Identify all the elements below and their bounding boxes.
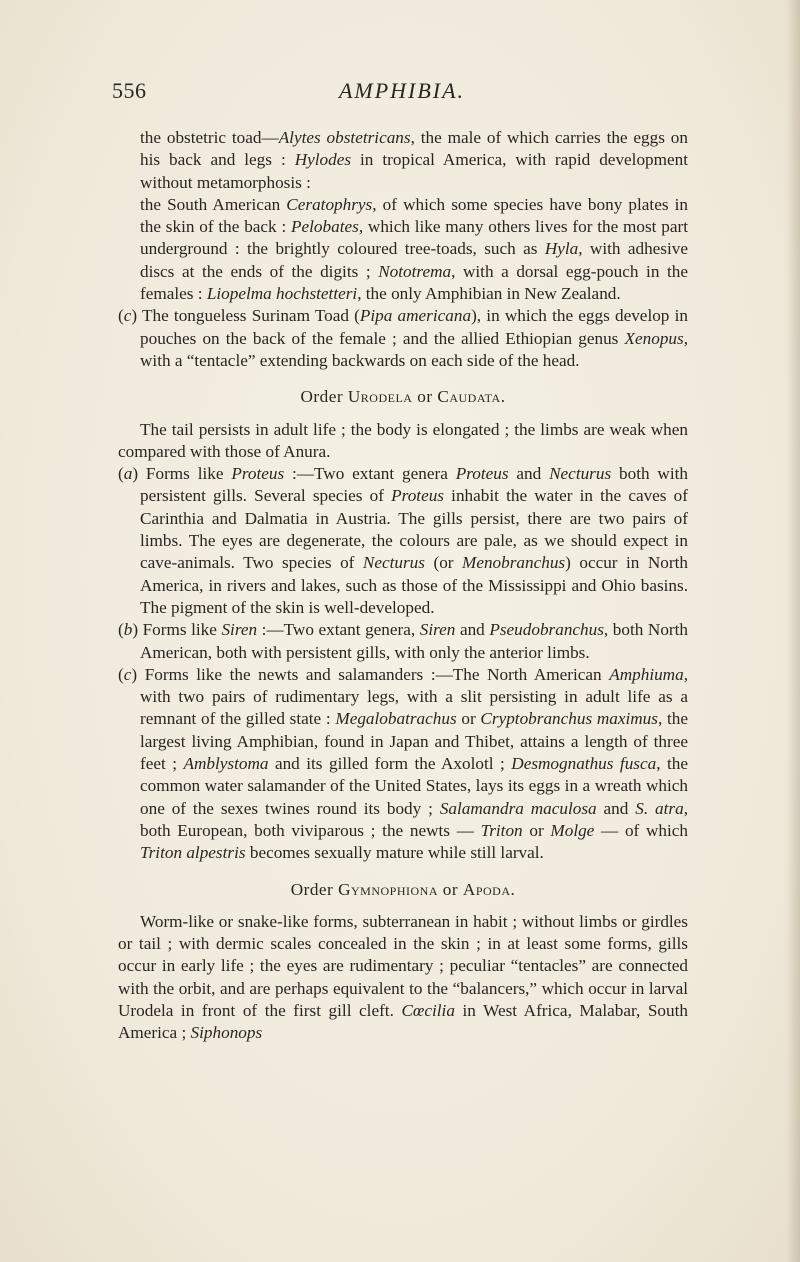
paragraph-siren: (b) Forms like Siren :—Two extant genera, Siren and Pseudobranchus, both North American, both with persistent gills, with only the anterior limbs. (118, 620, 689, 662)
section-heading-urodela: Order Urodela or Caudata. (300, 387, 506, 407)
paragraph-pipa: (c) The tongueless Surinam Toad (Pipa americana), in which the eggs develop in pouches on the back of the female ; and the allied Ethiopian genus Xenopus, with a “tentacle” extending backwards on each side of the head. (118, 306, 688, 370)
paragraph-urodela-intro: The tail persists in adult life ; the body is elongated ; the limbs are weak when compared with those of Anura. (118, 419, 688, 461)
page-edge-shadow (786, 0, 800, 1262)
body-text (118, 127, 688, 1045)
page-header (112, 78, 692, 108)
paragraph-ceratophrys: the South American Ceratophrys, of which some species have bony plates in the skin of the back : Pelobates, which like many others lives for the most part underground : the brightly coloured tree-toads, such as Hyla, with adhesive discs at the ends of the digits ; Nototrema, with a dorsal egg-pouch in the females : Liopelma hochstetteri, the only Amphibian in New Zealand. (140, 194, 688, 304)
section-heading-gymnophiona: Order Gymnophiona or Apoda. (290, 879, 516, 899)
running-head: AMPHIBIA. (338, 78, 466, 103)
page-number: 556 (112, 78, 147, 103)
paragraph-newts: (c) Forms like the newts and salamanders :—The North American Amphiuma, with two pairs of rudimentary legs, with a slit persisting in adult life as a remnant of the gilled state : Megalobatrachus or Cryptobranchus maximus, the largest living Amphibian, found in Japan and Thibet, attains a length of three feet ; Amblystoma and its gilled form the Axolotl ; Desmognathus fusca, the common water salamander of the United States, lays its eggs in a wreath which one of the sexes twines round its body ; Salamandra maculosa and S. atra, both European, both viviparous ; the newts — Triton or Molge — of which Triton alpestris becomes sexually mature while still larval. (118, 664, 688, 863)
paragraph-alytes: the obstetric toad—Alytes obstetricans, the male of which carries the eggs on his back and legs : Hylodes in tropical America, with rapid development without metamorphosis : (140, 128, 688, 192)
paragraph-proteus: (a) Forms like Proteus :—Two extant genera Proteus and Necturus both with persistent gills. Several species of Proteus inhabit the water in the caves of Carinthia and Dalmatia in Austria. The gills persist, there are two pairs of limbs. The eyes are degenerate, the colours are pale, as we should expect in cave-animals. Two species of Necturus (or Menobranchus) occur in North America, in rivers and lakes, such as those of the Mississippi and Ohio basins. The pigment of the skin is well-developed. (118, 464, 688, 617)
paragraph-gymnophiona: Worm-like or snake-like forms, subterranean in habit ; without limbs or girdles or tail ; with dermic scales concealed in the skin ; in at least some forms, gills occur in early life ; the eyes are rudimentary ; peculiar “tentacles” are connected with the orbit, and are perhaps equivalent to the “balancers,” which occur in larval Urodela in front of the first gill cleft. Cœcilia in West Africa, Malabar, South America ; Siphonops (118, 911, 688, 1043)
